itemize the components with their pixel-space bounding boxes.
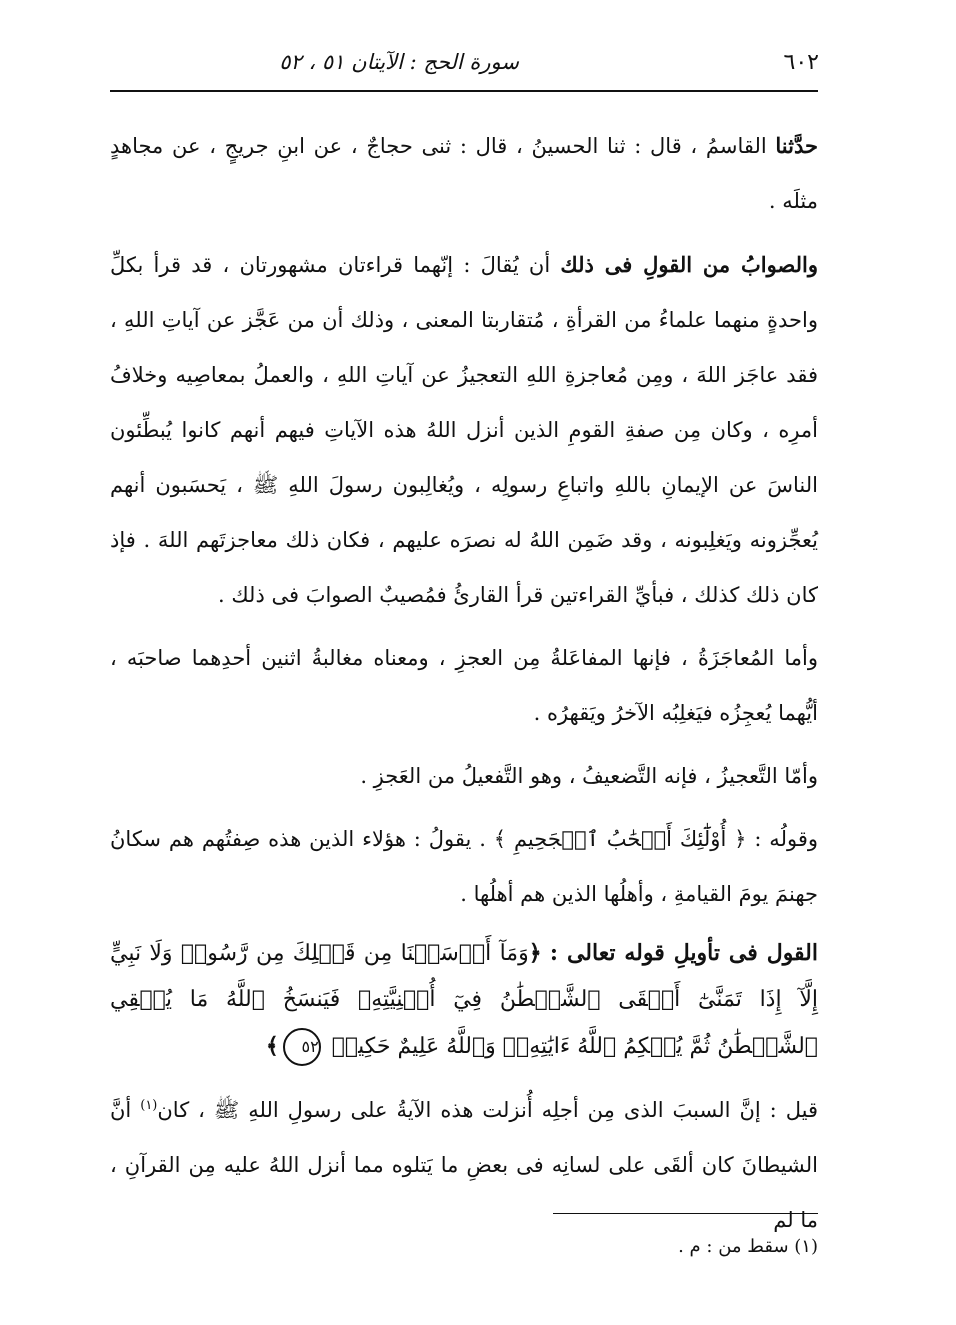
tafsir-heading (110, 930, 818, 1070)
paragraph-text: القاسمُ ، قال : ثنا الحسينُ ، قال : ثنى حجاجٌ ، عن ابنِ جريجٍ ، عن مجاهدٍ مثلَه . (110, 134, 818, 213)
paragraph-text: قيل : إنَّ السببَ الذى مِن أجلِه أُنزلت هذه الآيةُ على رسولِ اللهِ ﷺ ، كان (157, 1098, 818, 1122)
paragraph-text: وأمّا التَّعجيزُ ، فإنه التَّضعيفُ ، وهو التَّفعيلُ من العَجزِ . (360, 764, 818, 788)
header-rule (110, 90, 818, 92)
paragraph-isnad (110, 118, 818, 229)
quran-open-brace: ﴿ (528, 940, 542, 966)
paragraph-text: وأما المُعاجَزَةُ ، فإنها المفاعَلةُ مِن العجزِ ، ومعناه مغالبةُ اثنين أحدِهما صاحبَه ، أيُّهما يُعجِزُه فيَغلِبُه الآخرُ ويَقهرُه . (110, 646, 818, 725)
paragraph-reason-revelation (110, 1078, 818, 1248)
footnote: (١) سقط من : م . (678, 1236, 818, 1257)
body-text (110, 118, 818, 1256)
paragraph-text: أنَّ الشيطانَ كان ألقَى على لسانِه فى بعضِ ما يَتلوه مما أنزل اللهُ عليه مِن القرآنِ ، ما لم (110, 1098, 818, 1232)
page-header (110, 44, 819, 80)
footnote-rule (553, 1213, 818, 1214)
paragraph-lead: والصوابُ من القولِ فى ذلك (560, 252, 819, 277)
paragraph-muajaza (110, 631, 818, 741)
running-title: سورة الحج : الآيتان ٥١ ، ٥٢ (279, 50, 519, 74)
paragraph-text: أن يُقالَ : إنّهما قراءتان مشهورتان ، قد قرأ بكلِّ واحدةٍ منهما علماءُ من القرأةِ ، مُتقاربتا المعنى ، وذلك أن من عَجَّز عن آياتِ اللهِ ، فقد عاجَز اللهَ ، ومِن مُعاجزةِ اللهِ التعجيزُ عن آياتِ اللهِ ، والعملُ بمعاصِيه وخلافُ أمرِه ، وكان مِن صفةِ القومِ الذين أنزل اللهُ هذه الآياتِ فيهم أنهم كانوا يُبطِّئون الناسَ عن الإيمانِ باللهِ واتباعِ رسولِه ، ويُغالِبون رسولَ اللهِ ﷺ ، يَحسَبون أنهم يُعجِّزونه ويَغلِبونه ، وقد ضَمِن اللهُ له نصرَه عليهم ، فكان ذلك معاجزتَهم اللهَ . فإذ كان ذلك كذلك ، فبأيِّ القراءتين قرأ القارئُ فمُصيبٌ الصوابَ فى ذلك . (110, 253, 818, 607)
ayah-number-marker: ٥٢ (283, 1028, 321, 1066)
paragraph-lead: حدَّثنا (775, 133, 818, 158)
paragraph-ashab-aljahim (110, 812, 818, 922)
paragraph-text: وقولُه : ﴿ أُوْلَٰٓئِكَ أَصۡحَٰبُ ٱلۡجَحِيمِ ﴾ . يقولُ : هؤلاء الذين هذه صِفتُهم هم سكانُ جهنمَ يومَ القيامةِ ، وأهلُها الذين هم أهلُها . (110, 827, 818, 906)
footnote-marker: (١) (140, 1098, 158, 1113)
paragraph-tajeez (110, 749, 818, 804)
tafsir-heading-lead: القول فى تأويلِ قوله تعالى : (549, 940, 818, 966)
quran-close-brace: ﴾ (265, 1033, 279, 1059)
page-number: ٦٠٢ (783, 49, 819, 75)
paragraph-correct-view (110, 237, 818, 623)
quran-ayah-text: وَمَآ أَرۡسَلۡنَا مِن قَبۡلِكَ مِن رَّسُولٖ وَلَا نَبِيٍّ إِلَّآ إِذَا تَمَنَّىٰٓ أَلۡقَى ٱلشَّيۡطَٰنُ فِيٓ أُمۡنِيَّتِهِۦ فَيَنسَخُ ٱللَّهُ مَا يُلۡقِي ٱلشَّيۡطَٰنُ ثُمَّ يُحۡكِمُ ٱللَّهُ ءَايَٰتِهِۦۗ وَٱللَّهُ عَلِيمٌ حَكِيمٞ (110, 941, 818, 1059)
